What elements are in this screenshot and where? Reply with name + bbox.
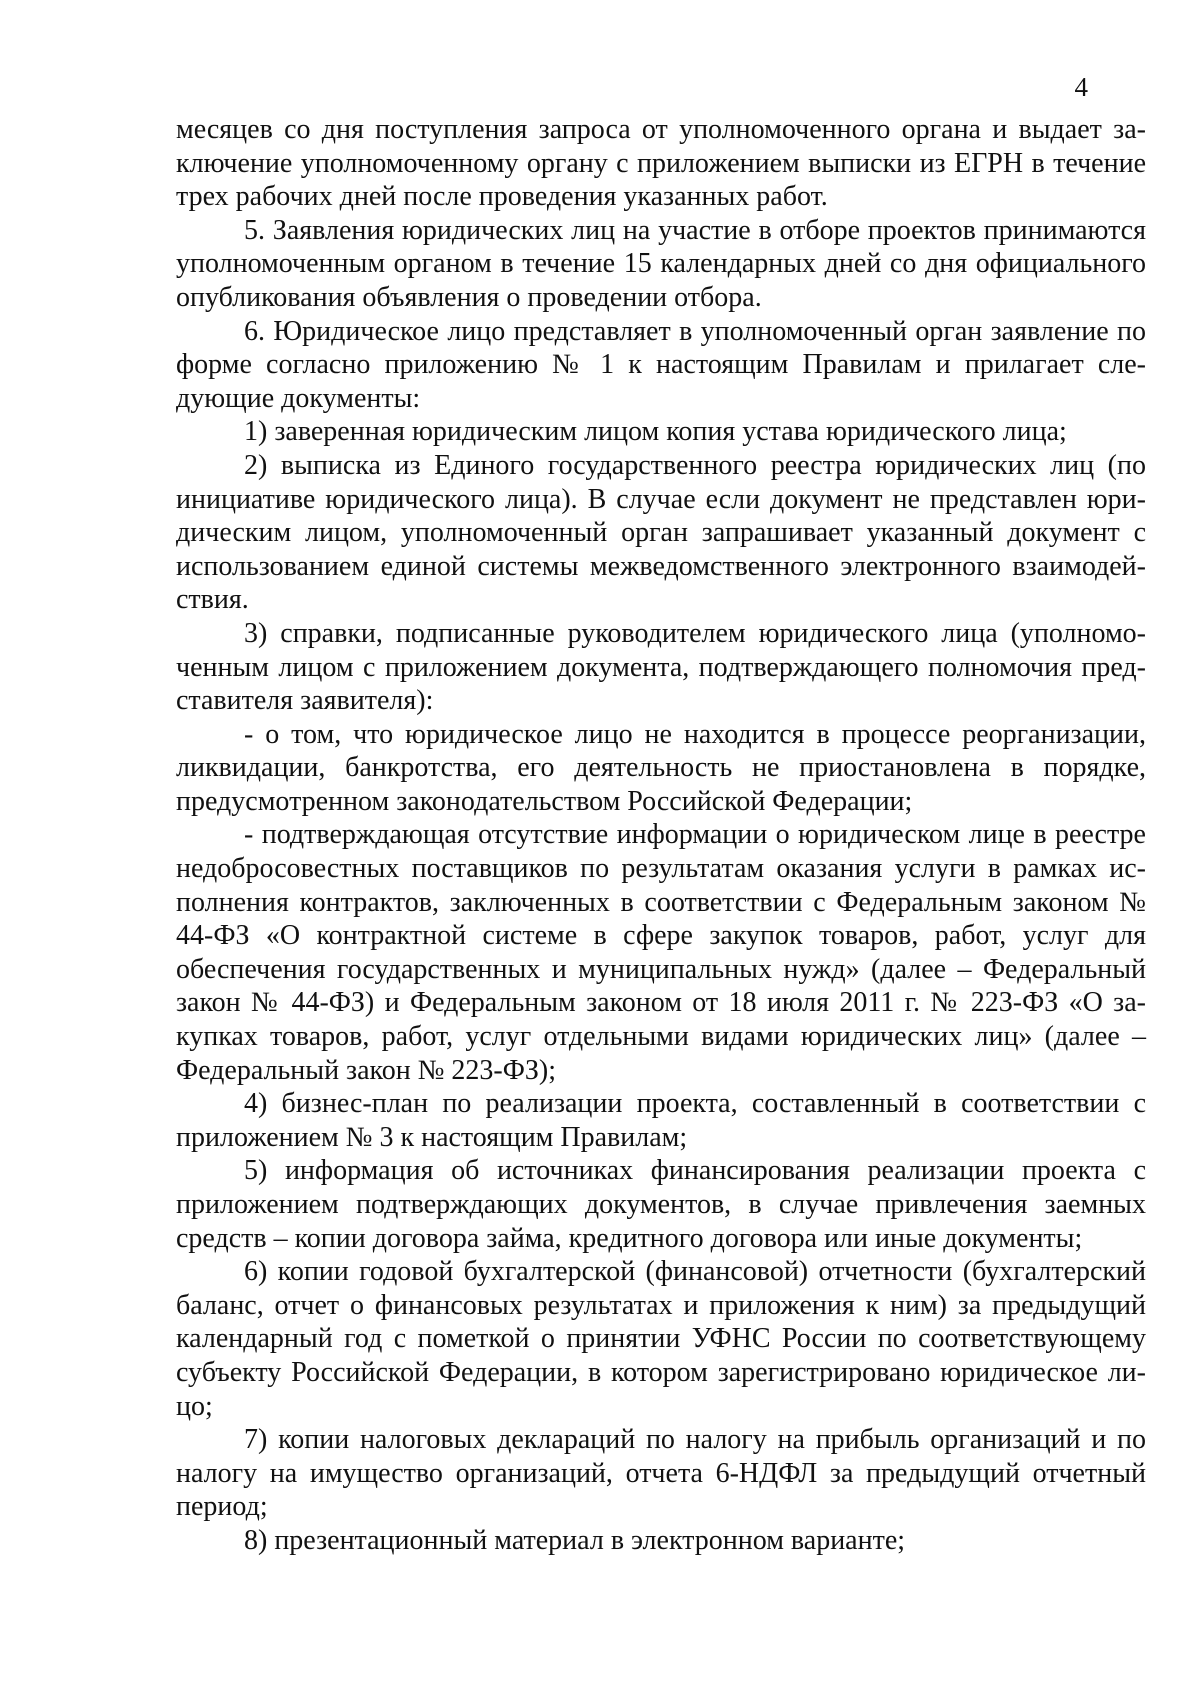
list-item-8: 8) презентационный материал в электронном варианте; bbox=[244, 1524, 906, 1556]
paragraph-item-6: 6. Юридическое лицо представляет в уполномоченный орган заявление по форме согласно приложению № 1 к настоящим Правилам и прилагает следующие документы: bbox=[176, 315, 1146, 414]
paragraph-item-5: 5. Заявления юридических лиц на участие в отборе проектов принимаются уполномоченным органом в течение 15 календарных дней со дня официального опубликования объявления о проведении отбора. bbox=[176, 214, 1146, 313]
list-item-4: 4) бизнес-план по реализации проекта, составленный в соответствии с приложением № 3 к настоящим Правилам; bbox=[176, 1088, 1146, 1153]
sub-item-reorganization: - о том, что юридическое лицо не находится в процессе реорганизации, ликвидации, банкротства, его деятельность не приостановлена в порядке, предусмотренном законодательством Российской Федерации; bbox=[176, 718, 1146, 817]
page-number: 4 bbox=[1074, 72, 1088, 102]
list-item-3: 3) справки, подписанные руководителем юридического лица (уполномоченным лицом с приложением документа, подтверждающего полномочия представителя заявителя): bbox=[176, 617, 1146, 717]
list-item-1: 1) заверенная юридическим лицом копия устава юридического лица; bbox=[244, 416, 1067, 448]
document-body bbox=[176, 113, 1146, 1558]
list-item-7: 7) копии налоговых деклараций по налогу на прибыль организаций и по налогу на имущество организаций, отчета 6-НДФЛ за предыдущий отчетный период; bbox=[176, 1424, 1146, 1523]
list-item-6: 6) копии годовой бухгалтерской (финансовой) отчетности (бухгалтерский баланс, отчет о финансовых результатах и приложения к ним) за предыдущий календарный год с пометкой о принятии УФНС России по соответствующему субъекту Российской Федерации, в котором зарегистрировано юридическое лицо; bbox=[176, 1256, 1146, 1422]
sub-item-registry: - подтверждающая отсутствие информации о юридическом лице в реестре недобросовестных поставщиков по результатам оказания услуги в рамках исполнения контрактов, заключенных в соответствии с Федеральным законом № 44-ФЗ «О контрактной системе в сфере закупок товаров, работ, услуг для обеспечения государственных и муниципальных нужд» (далее – Федеральный закон № 44-ФЗ) и Федеральным законом от 18 июля 2011 г. № 223-ФЗ «О закупках товаров, работ, услуг отдельными видами юридических лиц» (далее – Федеральный закон № 223-ФЗ); bbox=[176, 819, 1146, 1086]
list-item-2: 2) выписка из Единого государственного реестра юридических лиц (по инициативе юридического лица). В случае если документ не представлен юридическим лицом, уполномоченный орган запрашивает указанный документ с использованием единой системы межведомственного электронного взаимодействия. bbox=[176, 449, 1146, 616]
paragraph-continuation: месяцев со дня поступления запроса от уполномоченного органа и выдает заключение уполномоченному органу с приложением выписки из ЕГРН в течение трех рабочих дней после проведения указанных работ. bbox=[176, 114, 1146, 213]
list-item-5: 5) информация об источниках финансирования реализации проекта с приложением подтверждающих документов, в случае привлечения заемных средств – копии договора займа, кредитного договора или иные документы; bbox=[176, 1155, 1146, 1254]
